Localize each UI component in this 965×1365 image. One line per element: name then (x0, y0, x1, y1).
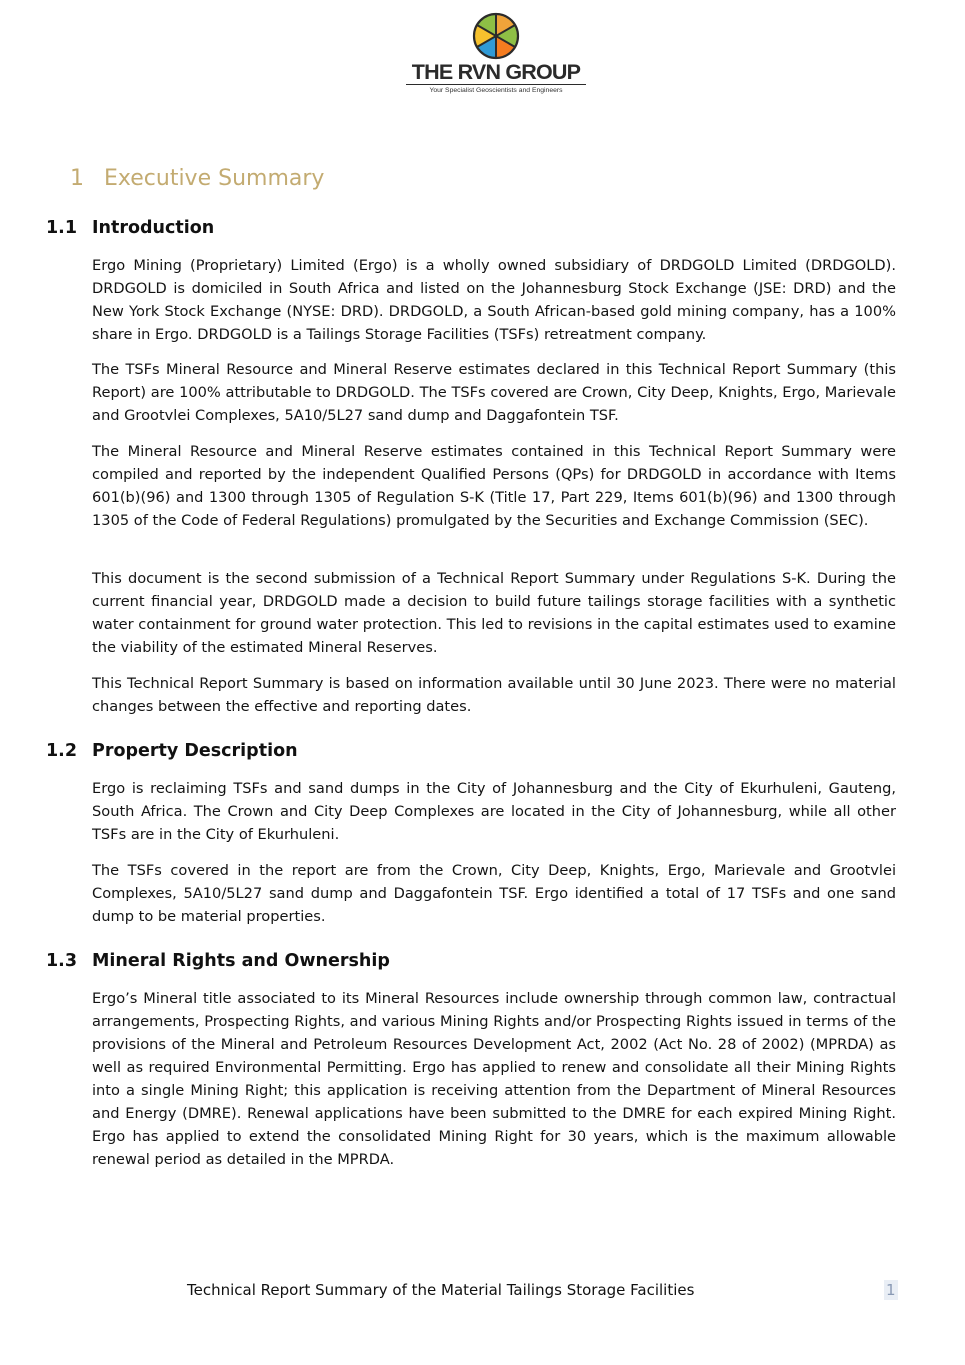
logo-tagline: Your Specialist Geoscientists and Engineers (429, 87, 563, 94)
subsection-number: 1.3 (46, 951, 78, 971)
paragraph: The TSFs covered in the report are from the Crown, City Deep, Knights, Ergo, Marievale and Grootvlei Complexes, 5A10/5L27 sand dump and Daggafontein TSF. Ergo identified a total of 17 TSFs and one sand dump to be material properties. (92, 862, 896, 925)
paragraph: The TSFs Mineral Resource and Mineral Reserve estimates declared in this Technical Report Summary (this Report) are 100% attributable to DRDGOLD. The TSFs covered are Crown, City Deep, Knights, Ergo, Marievale and Grootvlei Complexes, 5A10/5L27 sand dump and Daggafontein TSF. (92, 361, 896, 424)
section-title: Executive Summary (104, 166, 325, 191)
paragraph: Ergo Mining (Proprietary) Limited (Ergo) is a wholly owned subsidiary of DRDGOLD Limited (DRDGOLD). DRDGOLD is domiciled in South Africa and listed on the Johannesburg Stock Exchange (JSE: DRD) and the New York Stock Exchange (NYSE: DRD). DRDGOLD, a South African-based gold mining company, has a 100% share in Ergo. DRDGOLD is a Tailings Storage Facilities (TSFs) retreatment company. (92, 257, 896, 343)
subsection-heading-introduction (46, 216, 214, 240)
page-number: 1 (886, 1281, 896, 1299)
subsection-title: Property Description (92, 741, 298, 761)
subsection-title: Introduction (92, 218, 215, 238)
section-heading (70, 164, 324, 194)
section-number: 1 (70, 166, 84, 191)
subsection-number: 1.1 (46, 218, 78, 238)
logo-divider (406, 84, 586, 85)
paragraph: This document is the second submission of a Technical Report Summary under Regulations S-K. During the current financial year, DRDGOLD made a decision to build future tailings storage facilities with a synthetic water containment for ground water protection. This led to revisions in the capital estimates used to examine the viability of the estimated Mineral Reserves. (92, 570, 896, 656)
footer-title: Technical Report Summary of the Material Tailings Storage Facilities (187, 1281, 695, 1299)
logo-company-name: THE RVN GROUP (411, 60, 581, 84)
paragraph: This Technical Report Summary is based on information available until 30 June 2023. There were no material changes between the effective and reporting dates. (92, 675, 896, 715)
subsection-title: Mineral Rights and Ownership (92, 951, 390, 971)
subsection-heading-mineral-rights (46, 949, 390, 973)
company-logo (404, 12, 588, 98)
subsection-heading-property-description (46, 739, 298, 763)
logo-wheel-icon (404, 12, 588, 60)
paragraph: Ergo’s Mineral title associated to its Mineral Resources include ownership through common law, contractual arrangements, Prospecting Rights, and various Mining Rights and/or Prospecting Rights issued in terms of the provisions of the Mineral and Petroleum Resources Development Act, 2002 (Act No. 28 of 2002) (MPRDA) as well as required Environmental Permitting. Ergo has applied to renew and consolidate all their Mining Rights into a single Mining Right; this application is receiving attention from the Department of Mineral Resources and Energy (DMRE). Renewal applications have been submitted to the DMRE for each expired Mining Right. Ergo has applied to extend the consolidated Mining Right for 30 years, which is the maximum allowable renewal period as detailed in the MPRDA. (92, 990, 896, 1168)
subsection-number: 1.2 (46, 741, 78, 761)
paragraph: The Mineral Resource and Mineral Reserve estimates contained in this Technical Report Summary were compiled and reported by the independent Qualified Persons (QPs) for DRDGOLD in accordance with Items 601(b)(96) and 1300 through 1305 of Regulation S-K (Title 17, Part 229, Items 601(b)(96) and 1300 through 1305 of the Code of Federal Regulations) promulgated by the Securities and Exchange Commission (SEC). (92, 443, 896, 529)
paragraph: Ergo is reclaiming TSFs and sand dumps in the City of Johannesburg and the City of Ekurhuleni, Gauteng, South Africa. The Crown and City Deep Complexes are located in the City of Johannesburg, while all other TSFs are in the City of Ekurhuleni. (92, 780, 896, 843)
